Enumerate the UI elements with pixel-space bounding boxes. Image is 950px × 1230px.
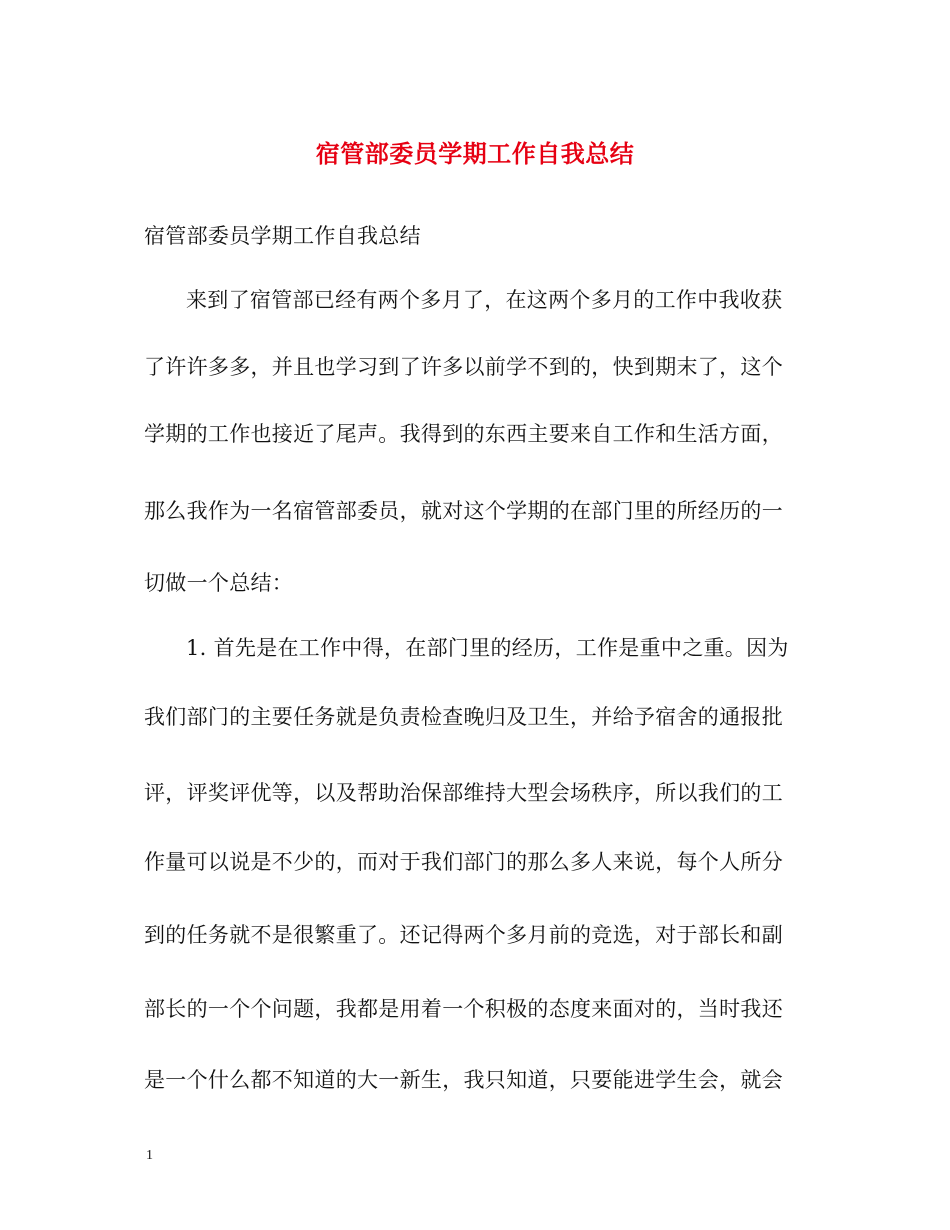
paragraph-line: 切做一个总结：: [144, 571, 294, 595]
paragraph-line: 来到了宿管部已经有两个多月了，在这两个多月的工作中我收获: [186, 288, 783, 312]
document-title: 宿管部委员学期工作自我总结: [315, 139, 635, 168]
paragraph-line: 了许许多多，并且也学习到了许多以前学不到的，快到期末了，这个: [144, 355, 783, 379]
paragraph-line: 1. 首先是在工作中得，在部门里的经历，工作是重中之重。因为: [186, 636, 789, 660]
paragraph-line: 我们部门的主要任务就是负责检查晚归及卫生，并给予宿舍的通报批: [144, 705, 783, 729]
paragraph-line: 那么我作为一名宿管部委员，就对这个学期的在部门里的所经历的一: [144, 499, 783, 523]
paragraph-line: 作量可以说是不少的，而对于我们部门的那么多人来说，每个人所分: [144, 850, 783, 874]
paragraph-line: 到的任务就不是很繁重了。还记得两个多月前的竞选，对于部长和副: [144, 923, 783, 947]
paragraph-line: 学期的工作也接近了尾声。我得到的东西主要来自工作和生活方面，: [144, 422, 783, 446]
subtitle-line: 宿管部委员学期工作自我总结: [144, 224, 421, 248]
page-number: 1: [146, 1148, 153, 1163]
paragraph-line: 是一个什么都不知道的大一新生，我只知道，只要能进学生会，就会: [144, 1068, 783, 1092]
paragraph-line: 评，评奖评优等，以及帮助治保部维持大型会场秩序，所以我们的工: [144, 781, 783, 805]
paragraph-line: 部长的一个个问题，我都是用着一个积极的态度来面对的，当时我还: [144, 997, 783, 1021]
